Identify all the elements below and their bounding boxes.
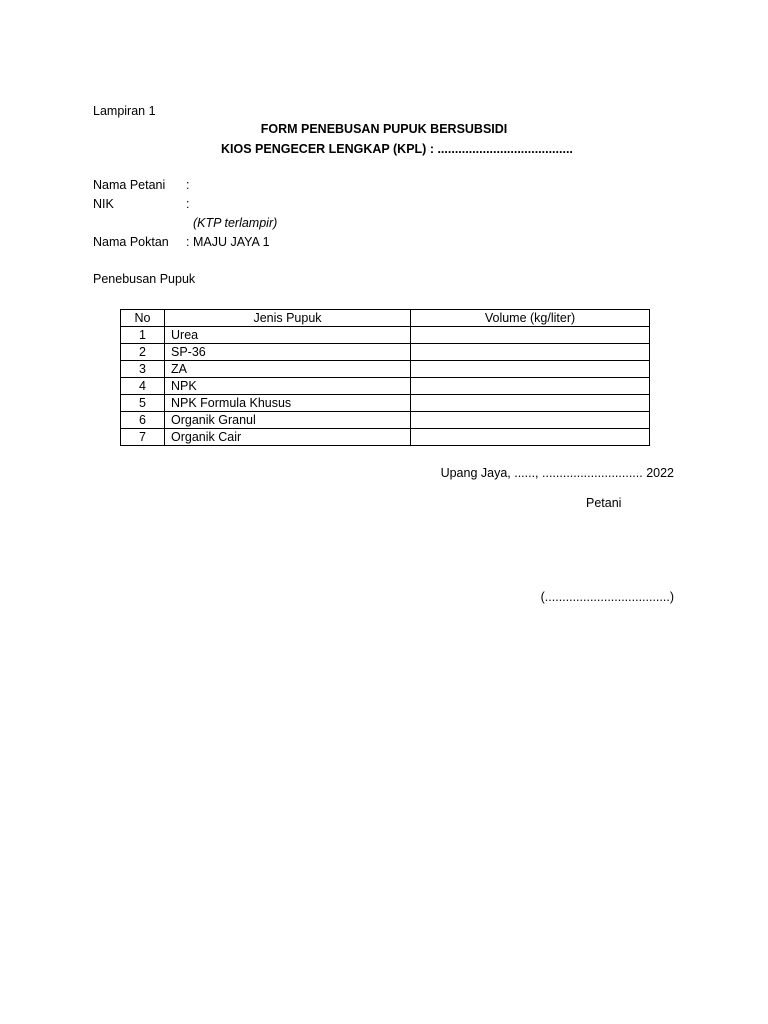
nik-separator: : xyxy=(186,197,190,211)
row-number: 1 xyxy=(121,327,165,344)
volume-cell[interactable] xyxy=(411,412,650,429)
row-number: 7 xyxy=(121,429,165,446)
volume-cell[interactable] xyxy=(411,429,650,446)
table-row xyxy=(121,344,650,361)
fertilizer-type: Organik Cair xyxy=(165,429,411,446)
table-row xyxy=(121,361,650,378)
volume-cell[interactable] xyxy=(411,378,650,395)
row-number: 2 xyxy=(121,344,165,361)
volume-cell[interactable] xyxy=(411,327,650,344)
nama-poktan-value: : MAJU JAYA 1 xyxy=(186,235,270,249)
fertilizer-type: ZA xyxy=(165,361,411,378)
fertilizer-type: Urea xyxy=(165,327,411,344)
row-number: 5 xyxy=(121,395,165,412)
fertilizer-type: NPK Formula Khusus xyxy=(165,395,411,412)
nama-petani-separator: : xyxy=(186,178,190,192)
nik-label: NIK xyxy=(93,197,114,211)
kiosk-subtitle: KIOS PENGECER LENGKAP (KPL) : ....................................... xyxy=(221,142,573,156)
volume-cell[interactable] xyxy=(411,344,650,361)
row-number: 4 xyxy=(121,378,165,395)
signer-role: Petani xyxy=(586,496,622,510)
column-header-volume: Volume (kg/liter) xyxy=(411,310,650,327)
table-row xyxy=(121,429,650,446)
column-header-no: No xyxy=(121,310,165,327)
fertilizer-type: Organik Granul xyxy=(165,412,411,429)
table-row xyxy=(121,412,650,429)
fertilizer-table xyxy=(120,309,650,446)
fertilizer-type: NPK xyxy=(165,378,411,395)
table-row xyxy=(121,395,650,412)
form-title: FORM PENEBUSAN PUPUK BERSUBSIDI xyxy=(260,122,508,136)
lampiran-label: Lampiran 1 xyxy=(93,104,156,118)
nama-petani-label: Nama Petani xyxy=(93,178,166,192)
table-row xyxy=(121,327,650,344)
signature-name-placeholder: (....................................) xyxy=(540,590,674,604)
row-number: 3 xyxy=(121,361,165,378)
column-header-jenis-pupuk: Jenis Pupuk xyxy=(165,310,411,327)
table-row xyxy=(121,378,650,395)
ktp-note: (KTP terlampir) xyxy=(193,216,278,230)
row-number: 6 xyxy=(121,412,165,429)
fertilizer-type: SP-36 xyxy=(165,344,411,361)
volume-cell[interactable] xyxy=(411,395,650,412)
volume-cell[interactable] xyxy=(411,361,650,378)
place-date: Upang Jaya, ......, ............................. 2022 xyxy=(440,466,674,480)
section-label: Penebusan Pupuk xyxy=(93,272,196,286)
table-header-row xyxy=(121,310,650,327)
nama-poktan-label: Nama Poktan xyxy=(93,235,169,249)
